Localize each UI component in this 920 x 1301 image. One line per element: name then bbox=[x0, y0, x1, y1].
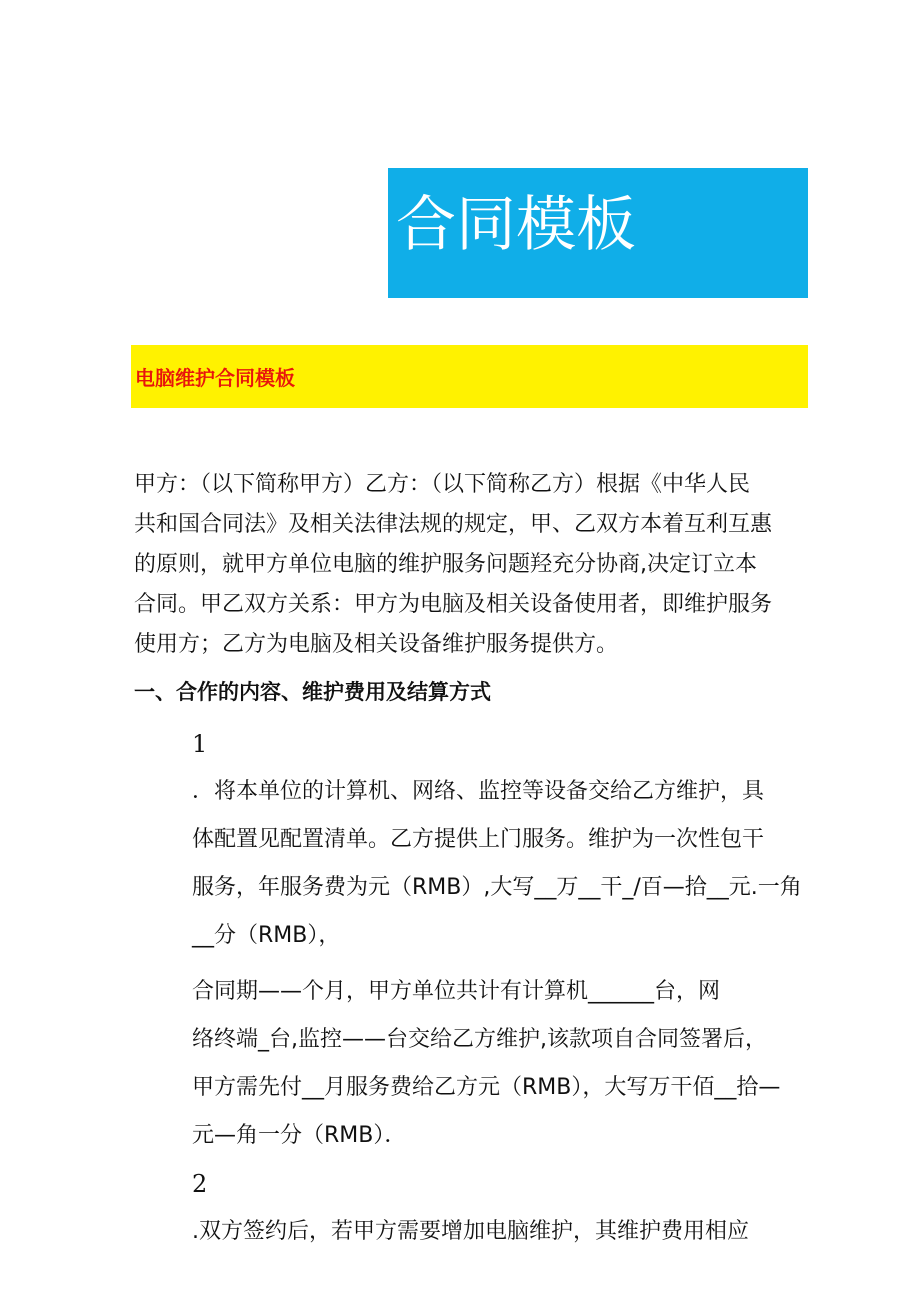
title-banner bbox=[388, 168, 808, 298]
clause-line: __分（RMB）， bbox=[192, 923, 341, 948]
section-1-heading: 一、合作的内容、维护费用及结算方式 bbox=[134, 680, 491, 704]
intro-line: 使用方；乙方为电脑及相关设备维护服务提供方。 bbox=[134, 632, 619, 657]
clause-text: ．将本单位的计算机、网络、监控等设备交给乙方维护，具 bbox=[192, 779, 765, 804]
intro-line: 合同。甲乙双方关系：甲方为电脑及相关设备使用者，即维护服务 bbox=[134, 592, 773, 617]
intro-line: 的原则，就甲方单位电脑的维护服务问题羟充分协商,决定订立本 bbox=[134, 552, 757, 577]
clause-number: 2 bbox=[192, 1170, 208, 1198]
clause-1-continued bbox=[192, 968, 810, 1160]
document-subtitle: 电脑维护合同模板 bbox=[135, 366, 295, 390]
clause-line: 元—角一分（RMB）． bbox=[192, 1123, 407, 1148]
clause-line: 体配置见配置清单。乙方提供上门服务。维护为一次性包干 bbox=[192, 827, 765, 852]
clause-1-line-1 bbox=[192, 720, 810, 816]
clause-line: 合同期——个月，甲方单位共计有计算机______台，网 bbox=[192, 979, 721, 1004]
clause-2-line-1 bbox=[192, 1160, 810, 1256]
clause-1 bbox=[192, 720, 810, 960]
intro-line: 甲方：（以下简称甲方）乙方：（以下简称乙方）根据《中华人民 bbox=[134, 472, 751, 497]
subtitle-banner bbox=[131, 345, 808, 408]
clause-line: 络终端_台,监控——台交给乙方维护,该款项自合同签署后， bbox=[192, 1027, 767, 1052]
clause-text: .双方签约后，若甲方需要增加电脑维护，其维护费用相应 bbox=[192, 1219, 749, 1244]
clause-number: 1 bbox=[192, 730, 208, 758]
intro-line: 共和国合同法》及相关法律法规的规定，甲、乙双方本着互利互惠 bbox=[134, 512, 773, 537]
intro-paragraph bbox=[134, 465, 810, 665]
document-title: 合同模板 bbox=[396, 190, 636, 260]
clause-line: 服务，年服务费为元（RMB）,大写__万__干_/百—拾__元.一角 bbox=[192, 875, 802, 900]
clause-line: 甲方需先付__月服务费给乙方元（RMB），大写万干佰__拾— bbox=[192, 1075, 781, 1100]
clause-2 bbox=[192, 1160, 810, 1256]
